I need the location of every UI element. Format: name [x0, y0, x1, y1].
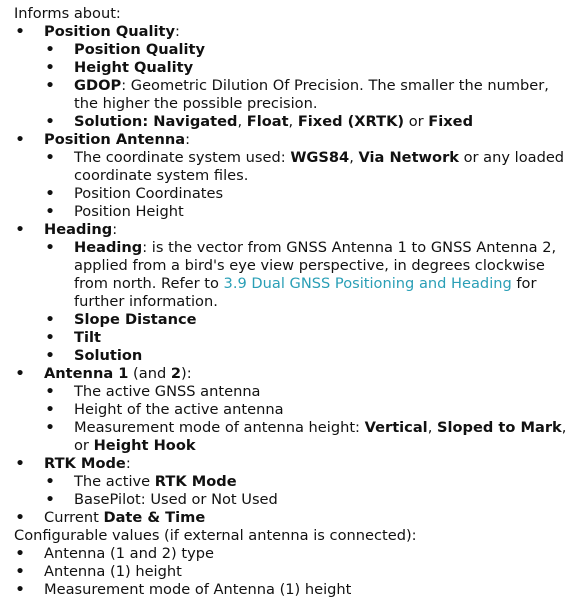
sublist-heading: [44, 239, 572, 365]
list-item: [44, 149, 572, 185]
item-label: Tilt: [74, 329, 101, 346]
via-network-term: Via Network: [358, 149, 459, 166]
list-item: [44, 203, 572, 221]
bullet-icon: •: [45, 383, 55, 400]
bullet-icon: •: [45, 203, 55, 220]
mode-height-hook: Height Hook: [93, 437, 196, 454]
list-item-rtk-mode: • RTK Mode: • The active RTK Mode • BasePilot: Used or Not Used: [14, 455, 572, 509]
bullet-icon: •: [15, 221, 25, 238]
bullet-icon: •: [15, 131, 25, 148]
list-item: [44, 311, 572, 329]
bullet-icon: •: [45, 77, 55, 94]
heading-description: : is the vector from GNSS Antenna 1 to GNSS Antenna 2, applied from a bird's eye view perspective, in degrees clockwise from north. Refer to: [74, 239, 557, 292]
list-item: [14, 581, 572, 599]
sublist-antenna: [44, 383, 572, 455]
rtk-mode-term: RTK Mode: [154, 473, 237, 490]
list-item: [44, 347, 572, 365]
label-text: (and: [128, 365, 171, 382]
bullet-icon: •: [45, 419, 55, 436]
list-item: [44, 401, 572, 419]
list-item: [44, 239, 572, 311]
list-item: [44, 185, 572, 203]
bullet-icon: •: [45, 59, 55, 76]
document-page: [14, 5, 572, 599]
bullet-icon: •: [15, 23, 25, 40]
bullet-icon: •: [45, 149, 55, 166]
list-item: [44, 77, 572, 113]
separator: , or: [74, 419, 567, 454]
sublist-position-antenna: [44, 149, 572, 221]
sublist-position-quality: [44, 41, 572, 131]
coord-text: The coordinate system used:: [74, 149, 291, 166]
item-text: Measurement mode of antenna height:: [74, 419, 365, 436]
list-item-heading: • Heading: • Heading: is the vector from GNSS Antenna 1 to GNSS Antenna 2, applied from a bird's eye view perspective, in degrees clockwise from north. Refer to 3.9 Dual GNSS Positioning and Heading for further information. • Slope Distance • Tilt • Solution: [14, 221, 572, 365]
list-item-position-antenna: • Position Antenna: • The coordinate system used: WGS84, Via Network or any loaded coordinate system files. • Position Coordinates • Position Height: [14, 131, 572, 221]
solution-float: Float: [246, 113, 289, 130]
separator: ,: [427, 419, 437, 436]
wgs84-term: WGS84: [290, 149, 350, 166]
bullet-icon: •: [45, 329, 55, 346]
item-label: Height of the active antenna: [74, 401, 284, 418]
list-item: [44, 113, 572, 131]
heading-term: Heading: [74, 239, 143, 256]
list-item: [44, 41, 572, 59]
label-text: ):: [181, 365, 192, 382]
section-label-2: 2: [170, 365, 182, 382]
item-label: Position Coordinates: [74, 185, 224, 202]
coord-text-end: or any loaded coordinate system files.: [74, 149, 565, 184]
gdop-description: : Geometric Dilution Of Precision. The smaller the number, the higher the possible precision.: [74, 77, 549, 112]
bullet-icon: •: [15, 455, 25, 472]
list-item: [44, 419, 572, 455]
solution-term: Solution: Navigated: [74, 113, 238, 130]
intro-text: Informs about:: [14, 5, 121, 22]
bullet-icon: •: [45, 185, 55, 202]
bullet-icon: •: [45, 41, 55, 58]
item-label: Height Quality: [74, 59, 194, 76]
solution-fixed: Fixed: [428, 113, 474, 130]
item-label: Measurement mode of Antenna (1) height: [44, 581, 352, 598]
item-label: Slope Distance: [74, 311, 197, 328]
list-item-antenna: [14, 365, 572, 455]
bullet-icon: •: [15, 581, 25, 598]
separator: ,: [237, 113, 247, 130]
bullet-icon: •: [15, 545, 25, 562]
separator: ,: [349, 149, 359, 166]
configurable-intro: Configurable values (if external antenna is connected):: [14, 527, 417, 544]
sublist-rtk-mode: [44, 473, 572, 509]
list-item-position-quality: • Position Quality: • Position Quality • Height Quality • GDOP: Geometric Dilution Of Precision. The smaller the number, the higher the possible precision. • Solution: Navigated, Float, Fixed (XRTK) or Fixed: [14, 23, 572, 131]
section-label: RTK Mode: [44, 455, 126, 472]
item-label: Antenna (1 and 2) type: [44, 545, 214, 562]
separator: or: [404, 113, 429, 130]
section-label: Antenna 1: [44, 365, 129, 382]
list-item: [14, 545, 572, 563]
bullet-icon: •: [45, 239, 55, 256]
section-label: Heading: [44, 221, 113, 238]
item-label: Antenna (1) height: [44, 563, 182, 580]
list-item: [44, 383, 572, 401]
date-time-term: Date & Time: [103, 509, 206, 526]
item-label: The active GNSS antenna: [74, 383, 261, 400]
solution-fixed-xrtk: Fixed (XRTK): [297, 113, 405, 130]
bullet-icon: •: [45, 473, 55, 490]
bullet-icon: •: [15, 563, 25, 580]
item-label: Solution: [74, 347, 143, 364]
configurable-list: [14, 545, 572, 599]
list-item: [44, 329, 572, 347]
list-item: [14, 563, 572, 581]
mode-sloped: Sloped to Mark: [436, 419, 562, 436]
item-label: Position Height: [74, 203, 184, 220]
dual-gnss-link[interactable]: 3.9 Dual GNSS Positioning and Heading: [223, 275, 512, 292]
bullet-icon: •: [45, 491, 55, 508]
section-label: Position Quality: [44, 23, 176, 40]
bullet-icon: •: [45, 401, 55, 418]
mode-vertical: Vertical: [364, 419, 428, 436]
bullet-icon: •: [15, 365, 25, 382]
item-text: Current: [44, 509, 104, 526]
item-label: Position Quality: [74, 41, 206, 58]
gdop-term: GDOP: [74, 77, 122, 94]
item-label: BasePilot: Used or Not Used: [74, 491, 278, 508]
bullet-icon: •: [45, 113, 55, 130]
bullet-icon: •: [15, 509, 25, 526]
section-label: Position Antenna: [44, 131, 186, 148]
list-item-current-date-time: [14, 509, 572, 527]
list-item: [44, 59, 572, 77]
bullet-icon: •: [45, 311, 55, 328]
informs-list: [14, 23, 572, 527]
list-item: [44, 473, 572, 491]
item-text: The active: [74, 473, 155, 490]
heading-description-end: for further information.: [74, 275, 537, 310]
separator: ,: [288, 113, 298, 130]
bullet-icon: •: [45, 347, 55, 364]
list-item: [44, 491, 572, 509]
